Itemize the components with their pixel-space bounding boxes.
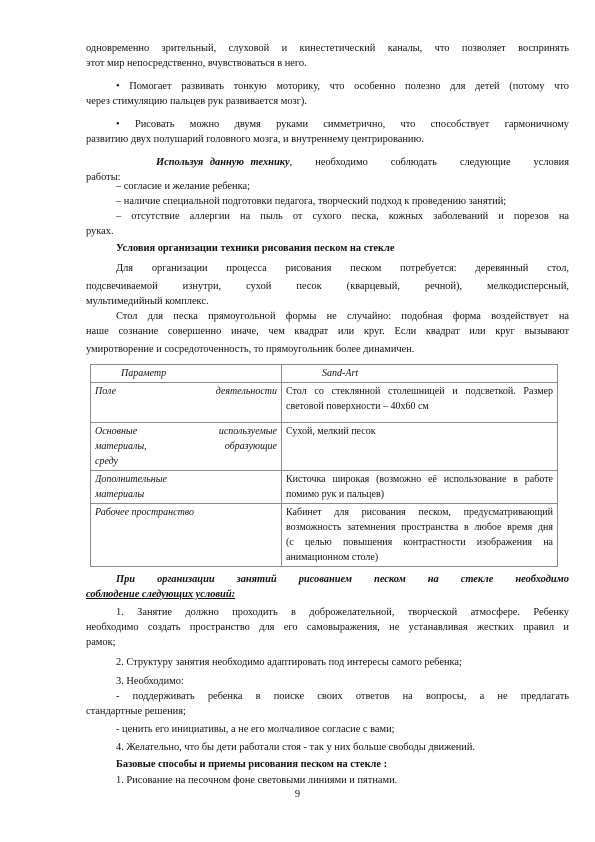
cell-line: возможность затемнения пространства в любое время дня (286, 522, 553, 533)
para6-line1: Стол для песка прямоугольной формы не случайно: подобная форма воздействует на (116, 311, 569, 322)
table-cell-value (282, 423, 558, 471)
condition-2: – наличие специальной подготовки педагога, творческий подход к проведению занятий; (116, 196, 507, 207)
heading-lesson-conditions-line1: При организации занятий рисованием песком на стекле необходимо (116, 574, 569, 585)
table-row (91, 383, 558, 423)
cell-line: Кисточка широкая (возможно её использование в работе (286, 474, 553, 485)
cell-line: Кабинет для рисования песком, предусматривающий (286, 507, 553, 518)
heading-sand-conditions: Условия организации техники рисования песком на стекле (116, 243, 395, 254)
condition-3-line2: руках. (86, 226, 114, 237)
list-item-3: 3. Необходимо: (116, 676, 184, 687)
condition-1: – согласие и желание ребенка; (116, 181, 250, 192)
para4-line1 (156, 156, 569, 170)
para5-line1: Для организации процесса рисования песком потребуется: деревянный стол, (116, 263, 569, 274)
heading-lesson-conditions-line2: соблюдение следующих условий: (86, 589, 236, 600)
list-item-3b: - ценить его инициативы, а не его молчаливое согласие с вами; (116, 724, 395, 735)
parameters-table (90, 364, 558, 567)
cell-line: материалы, образующие (95, 441, 277, 452)
heading-basic-methods: Базовые способы и приемы рисования песком на стекле : (116, 759, 388, 770)
cell-line: материалы (95, 489, 145, 500)
cell-line: Рабочее пространство (95, 507, 195, 518)
cell-line: помимо рук и пальцев) (286, 489, 385, 500)
para1-line2: этот мир непосредственно, вчувствоваться в него. (86, 58, 307, 69)
table-header-param: Параметр (91, 365, 282, 383)
list-item-2: 2. Структуру занятия необходимо адаптировать под интересы самого ребенка; (116, 657, 462, 668)
table-row (91, 471, 558, 504)
cell-line: (с целью повышения контрастности изображения на (286, 537, 553, 548)
para2-line2: через стимуляцию пальцев рук развивается мозг). (86, 96, 307, 107)
cell-line: Сухой, мелкий песок (286, 426, 376, 437)
list-item-3a-line2: стандартные решения; (86, 706, 186, 717)
table-header-value: Sand-Art (282, 365, 558, 383)
list-item-1-line1: 1. Занятие должно проходить в доброжелательной, творческой атмосфере. Ребенку (116, 607, 569, 618)
table-cell-param (91, 383, 282, 423)
para3-line1: • Рисовать можно двумя руками симметрично, что способствует гармоничному (116, 119, 569, 130)
cell-line: среду (95, 456, 118, 467)
condition-3-line1: – отсутствие аллергии на пыль от сухого песка, кожных заболеваний и порезов на (116, 211, 569, 222)
table-cell-param (91, 471, 282, 504)
table-row (91, 504, 558, 567)
para5-line2: подсвечиваемой изнутри, сухой песок (кварцевый, речной), мелкодисперсный, (86, 281, 569, 292)
para2-line1: • Помогает развивать тонкую моторику, что особенно полезно для детей (потому что (116, 81, 569, 92)
table-header-row (91, 365, 558, 383)
list-item-3a-line1: - поддерживать ребенка в поиске своих ответов на вопросы, а не предлагать (116, 691, 569, 702)
para3-line2: развитию двух полушарий головного мозга, и внутреннему центрированию. (86, 134, 424, 145)
cell-line: Дополнительные (95, 474, 167, 485)
list-item-1-line2: необходимо создать пространство для его самовыражения, не устанавливая жестких правил и (86, 622, 569, 633)
cell-line: Основные используемые (95, 426, 277, 437)
table-cell-param (91, 504, 282, 567)
page-number: 9 (294, 789, 301, 800)
cell-line: Поле деятельности (95, 386, 277, 397)
para5-line3: мультимедийный комплекс. (86, 296, 209, 307)
cell-line: Стол со стеклянной столешницей и подсветкой. Размер (286, 386, 553, 397)
table-cell-value (282, 504, 558, 567)
table-cell-value (282, 471, 558, 504)
table-cell-value (282, 383, 558, 423)
table-row (91, 423, 558, 471)
list-item-1-line3: рамок; (86, 637, 116, 648)
para1-line1: одновременно зрительный, слуховой и кинестетический каналы, что позволяет воспринять (86, 43, 569, 54)
table-cell-param (91, 423, 282, 471)
cell-line: световой поверхности – 40х60 см (286, 401, 429, 412)
para4-lead: Используя данную технику (156, 157, 290, 168)
list-item-4: 4. Желательно, что бы дети работали стоя - так у них больше свободы движений. (116, 742, 476, 753)
para6-line3: умиротворение и сосредоточенность, то прямоугольник более динамичен. (86, 344, 415, 355)
para4-rest: , необходимо соблюдать следующие условия (289, 157, 569, 168)
para4-line2: работы: (86, 172, 121, 183)
method-1: 1. Рисование на песочном фоне световыми линиями и пятнами. (116, 775, 398, 786)
cell-line: анимационном столе) (286, 552, 379, 563)
para6-line2: наше сознание совершенно иначе, чем квадрат или круг. Если квадрат или круг вызывают (86, 326, 569, 337)
